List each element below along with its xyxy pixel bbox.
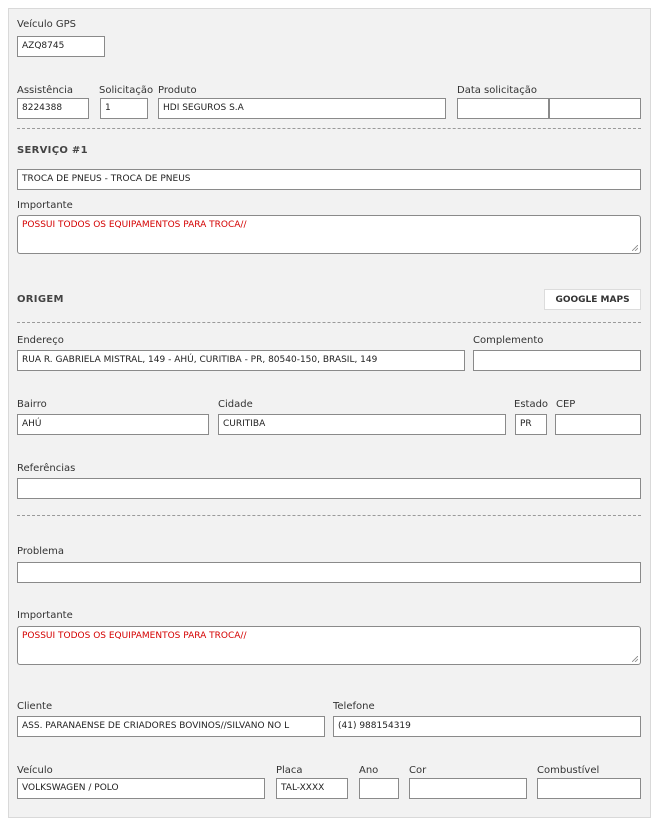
placa-label: Placa: [276, 765, 303, 776]
combustivel-input[interactable]: [537, 778, 641, 799]
complemento-label: Complemento: [473, 335, 544, 346]
separator: [17, 515, 641, 516]
servico-title: SERVIÇO #1: [17, 145, 88, 156]
servico-importante-textarea[interactable]: [17, 215, 641, 254]
importante-textarea[interactable]: [17, 626, 641, 665]
bairro-label: Bairro: [17, 399, 47, 410]
origem-title: ORIGEM: [17, 294, 64, 305]
cliente-input[interactable]: ASS. PARANAENSE DE CRIADORES BOVINOS//SILVANO NO L: [17, 716, 325, 737]
cor-label: Cor: [409, 765, 427, 776]
cor-input[interactable]: [409, 778, 527, 799]
data-solicitacao-time-input[interactable]: [549, 98, 641, 119]
servico-importante-label: Importante: [17, 200, 73, 211]
endereco-label: Endereço: [17, 335, 64, 346]
veiculo-input[interactable]: VOLKSWAGEN / POLO: [17, 778, 265, 799]
cep-input[interactable]: [555, 414, 641, 435]
problema-input[interactable]: [17, 562, 641, 583]
produto-input[interactable]: HDI SEGUROS S.A: [158, 98, 446, 119]
separator: [17, 128, 641, 129]
importante-label: Importante: [17, 610, 73, 621]
importante-text: POSSUI TODOS OS EQUIPAMENTOS PARA TROCA//: [22, 631, 247, 641]
complemento-input[interactable]: [473, 350, 641, 371]
endereco-input[interactable]: RUA R. GABRIELA MISTRAL, 149 - AHÚ, CURITIBA - PR, 80540-150, BRASIL, 149: [17, 350, 465, 371]
google-maps-button[interactable]: GOOGLE MAPS: [544, 289, 641, 310]
referencias-input[interactable]: [17, 478, 641, 499]
cliente-label: Cliente: [17, 701, 53, 712]
bairro-input[interactable]: AHÚ: [17, 414, 209, 435]
ano-input[interactable]: [359, 778, 399, 799]
servico-importante-text: POSSUI TODOS OS EQUIPAMENTOS PARA TROCA//: [22, 220, 247, 230]
assistencia-label: Assistência: [17, 85, 74, 96]
form-panel: [8, 8, 651, 818]
resize-grip-icon[interactable]: [632, 656, 638, 662]
assistencia-input[interactable]: 8224388: [17, 98, 89, 119]
data-solicitacao-label: Data solicitação: [457, 85, 538, 96]
estado-label: Estado: [514, 399, 549, 410]
separator: [17, 322, 641, 323]
vehicle-gps-label: Veículo GPS: [17, 19, 77, 30]
servico-input[interactable]: TROCA DE PNEUS - TROCA DE PNEUS: [17, 169, 641, 190]
telefone-input[interactable]: (41) 988154319: [333, 716, 641, 737]
solicitacao-label: Solicitação: [99, 85, 154, 96]
data-solicitacao-date-input[interactable]: [457, 98, 549, 119]
telefone-label: Telefone: [333, 701, 375, 712]
vehicle-gps-input[interactable]: AZQ8745: [17, 36, 105, 57]
problema-label: Problema: [17, 546, 65, 557]
cep-label: CEP: [556, 399, 576, 410]
combustivel-label: Combustível: [537, 765, 600, 776]
referencias-label: Referências: [17, 463, 76, 474]
ano-label: Ano: [359, 765, 379, 776]
cidade-label: Cidade: [218, 399, 253, 410]
cidade-input[interactable]: CURITIBA: [218, 414, 506, 435]
veiculo-label: Veículo: [17, 765, 53, 776]
estado-input[interactable]: PR: [515, 414, 547, 435]
solicitacao-input[interactable]: 1: [100, 98, 148, 119]
resize-grip-icon[interactable]: [632, 245, 638, 251]
produto-label: Produto: [158, 85, 197, 96]
placa-input[interactable]: TAL-XXXX: [276, 778, 348, 799]
